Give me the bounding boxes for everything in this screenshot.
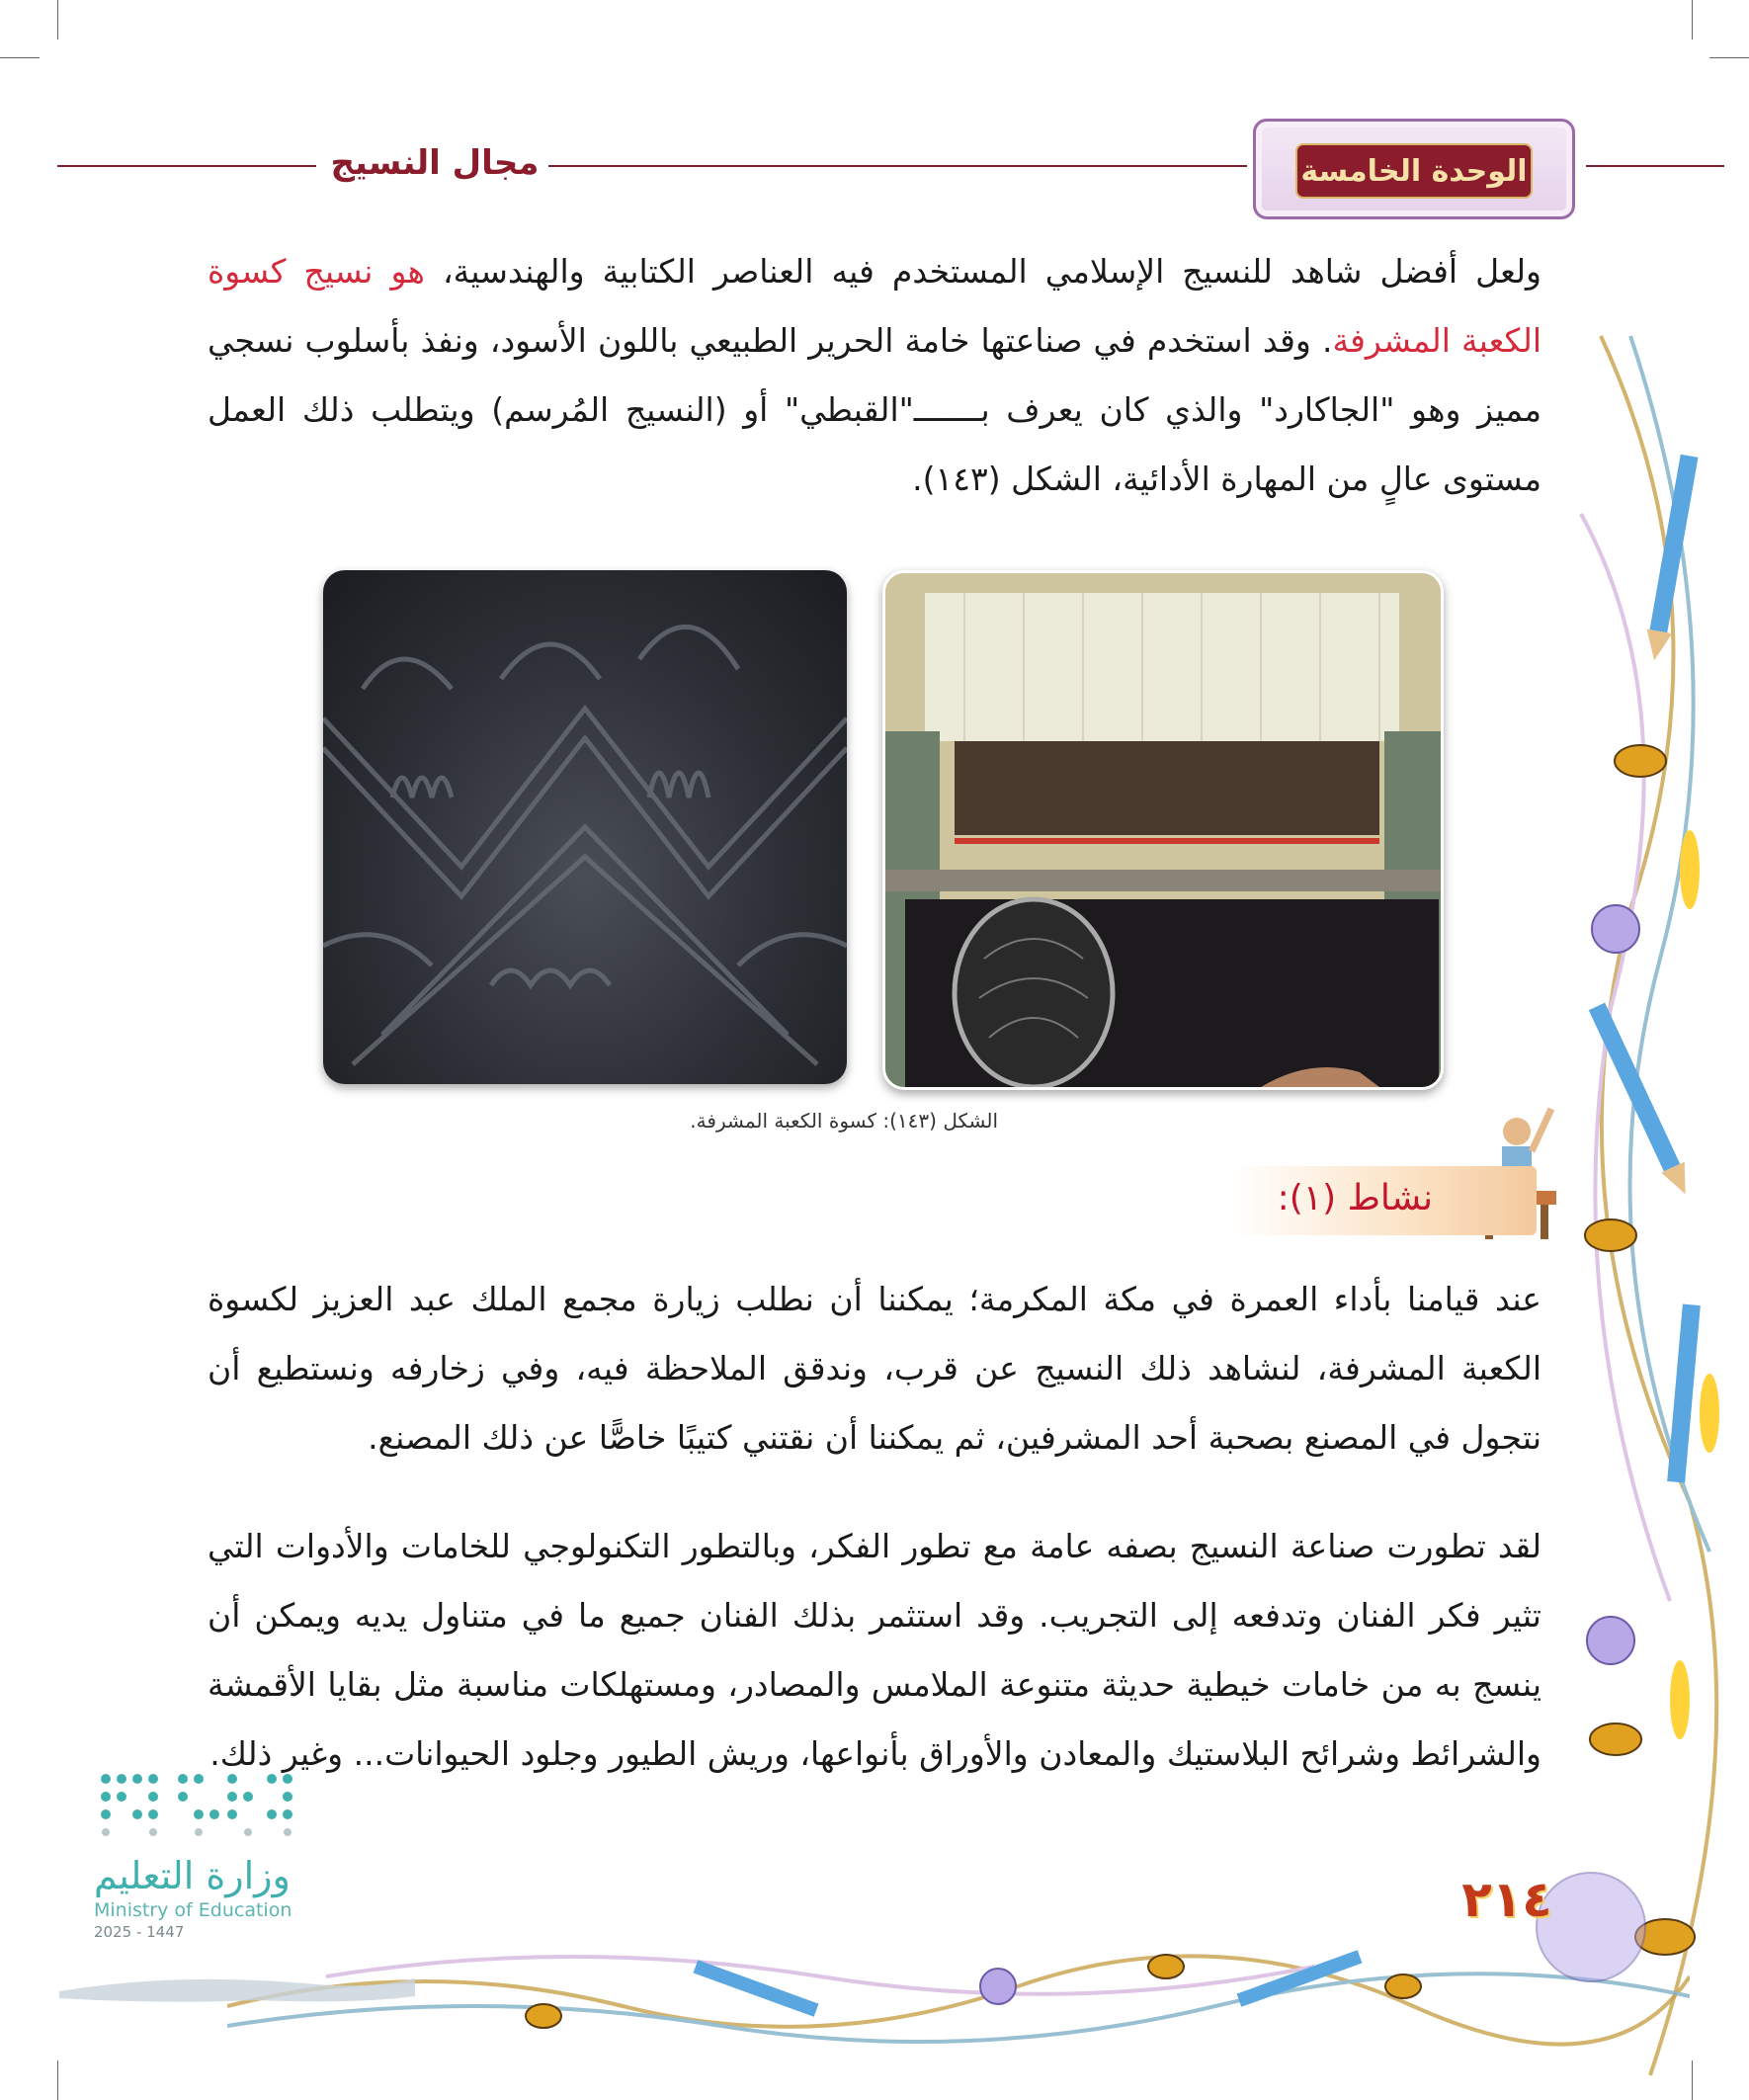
butterfly-icon [1585,1219,1636,1251]
field-title: مجال النسيج [330,143,540,183]
butterfly-icon [1615,745,1666,777]
paragraph-intro [208,237,1541,514]
crop-mark [1709,57,1749,58]
jacquard-loom-photo [882,570,1444,1090]
paragraph-activity: عند قيامنا بأداء العمرة في مكة المكرمة؛ يمكننا أن نطلب زيارة مجمع الملك عبد العزيز لكسوة الكعبة المشرفة، لنشاهد ذلك النسيج عن قرب، وندقق الملاحظة فيه، وفي زخارفه ونستطيع أن نتجول في المصنع بصحبة أحد المشرفين، ثم يمكننا أن نقتني كتيبًا خاصًّا عن ذلك المصنع. [208,1280,1541,1457]
unit-label: الوحدة الخامسة [1300,153,1528,189]
pencil-icon [1667,1304,1701,1483]
brush-stroke-decoration [59,1967,415,2006]
page-number: ٢١٤ [1461,1871,1552,1928]
flower-icon [980,1969,1016,2004]
header-rule [1586,165,1724,167]
flower-icon [1587,1617,1634,1664]
crop-mark [57,0,58,40]
crop-mark [1692,0,1693,40]
crop-mark [0,57,40,58]
unit-badge-frame [1295,143,1533,199]
header-rule [57,165,316,167]
ministry-name-en: Ministry of Education [94,1899,292,1921]
activity-title: نشاط (١): [1277,1178,1433,1218]
butterfly-icon [1148,1955,1184,1978]
decorative-border-right [1571,316,1749,2095]
kiswa-fabric-photo [323,570,847,1084]
ministry-name-ar: وزارة التعليم [94,1854,291,1897]
figure-caption: الشكل (١٤٣): كسوة الكعبة المشرفة. [690,1109,998,1133]
activity-heading [1230,1166,1537,1235]
kiswa-pattern-illustration [323,570,847,1084]
header-rule [548,165,1247,167]
flower-icon [1592,905,1639,953]
paragraph-text: . وقد استخدم في صناعتها خامة الحرير الطبيعي باللون الأسود، ونفذ بأسلوب نسجي مميز وهو "الجاكارد" والذي كان يعرف بـــــــ"القبطي" أو (النسيج المُرسم) ويتطلب ذلك العمل مستوى عالٍ من المهارة الأدائية، الشكل (١٤٣). [208,321,1541,498]
crop-mark [57,2060,58,2100]
ministry-dots-emblem [94,1769,311,1848]
butterfly-icon [526,2004,561,2028]
unit-badge [1253,119,1575,219]
paragraph-text: ولعل أفضل شاهد للنسيج الإسلامي المستخدم فيه العناصر الكتابية والهندسية، [424,252,1541,291]
butterfly-icon [1590,1723,1641,1755]
highlighted-text: هو نسيج كسوة الكعبة المشرفة [208,252,1541,360]
ministry-logo [94,1769,321,1941]
ministry-year: 2025 - 1447 [94,1923,185,1941]
loom-illustration [885,573,1441,1087]
paragraph-textile-development: لقد تطورت صناعة النسيج بصفه عامة مع تطور الفكر، وبالتطور التكنولوجي للخامات والأدوات التي تثير فكر الفنان وتدفعه إلى التجريب. وقد استثمر بذلك الفنان جميع ما في متناول يديه ويمكن أن ينسج به من خامات خيطية حديثة متنوعة الملامس والمصادر، ومستهلكات مناسبة مثل بقايا الأقمشة والشرائط وشرائح البلاستيك والمعادن والأوراق بأنواعها، وريش الطيور وجلود الحيوانات... وغير ذلك. [208,1527,1541,1773]
butterfly-icon [1385,1974,1421,1998]
